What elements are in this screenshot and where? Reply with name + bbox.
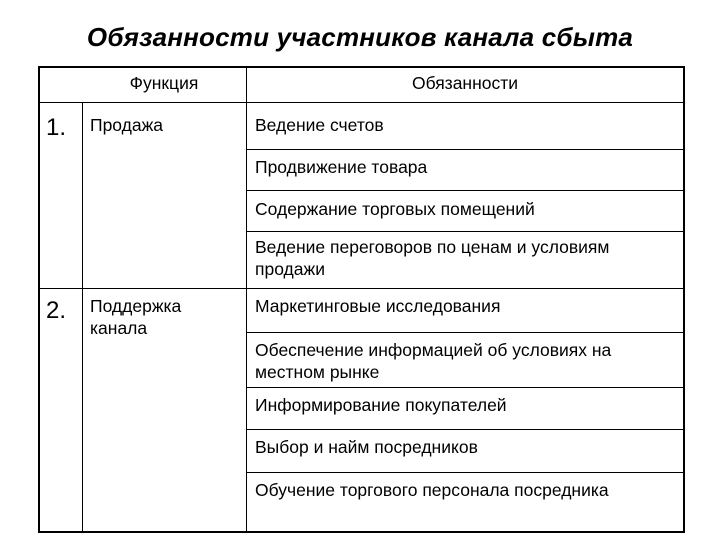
function-cell: Продажа	[90, 115, 164, 135]
row-divider-6	[247, 387, 684, 388]
header-duties: Обязанности	[411, 73, 519, 93]
row-number: 1.	[46, 114, 67, 141]
duty-cell: Содержание торговых помещений	[255, 199, 535, 219]
header-divider	[39, 102, 684, 103]
row-divider-3	[247, 231, 684, 232]
page-title: Обязанности участников канала сбыта	[86, 22, 634, 52]
duty-cell: Обучение торгового персонала посредника	[255, 480, 609, 500]
duty-cell: Ведение счетов	[255, 115, 384, 135]
row-divider-7	[247, 429, 684, 430]
duty-cell: Маркетинговые исследования	[255, 296, 501, 316]
section-divider	[39, 288, 684, 289]
row-divider-8	[247, 472, 684, 473]
duty-cell: Обеспечение информацией об условиях на местном рынке	[255, 340, 612, 382]
duty-cell: Выбор и найм посредников	[255, 437, 478, 457]
row-divider-2	[247, 190, 684, 191]
row-divider-5	[247, 332, 684, 333]
column-divider-function	[246, 67, 247, 532]
header-function: Функция	[129, 73, 199, 93]
function-cell: Поддержка канала	[90, 296, 182, 338]
duty-cell: Продвижение товара	[255, 157, 428, 177]
duty-cell: Информирование покупателей	[255, 395, 507, 415]
column-divider-number	[82, 102, 83, 532]
row-divider-1	[247, 149, 684, 150]
row-number: 2.	[46, 297, 67, 324]
duty-cell: Ведение переговоров по ценам и условиям продажи	[255, 237, 610, 279]
